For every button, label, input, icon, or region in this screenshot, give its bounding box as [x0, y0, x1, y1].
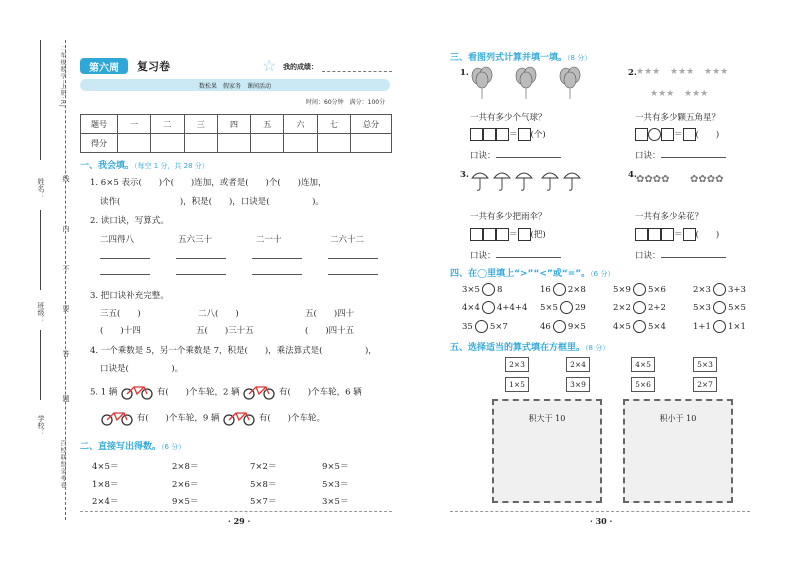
compare-left: 2×3: [693, 285, 711, 295]
score-cell[interactable]: [184, 134, 217, 153]
q5-part: 5. 1 辆: [90, 387, 118, 398]
school-label: 学校：: [37, 415, 45, 436]
compare-left: 3×5: [462, 285, 480, 295]
section1-note: （每空 1 分，共 28 分）: [134, 162, 209, 170]
q3-item: 五( )三十五: [196, 326, 254, 336]
compare-right: 8: [496, 285, 503, 295]
q5-part: 有( )个车轮，2 辆: [156, 387, 240, 398]
section2-title: 二、直接写出得数。: [80, 442, 162, 452]
compare-circle[interactable]: [633, 301, 646, 314]
compare-item: [693, 320, 746, 333]
expression-card[interactable]: 2×7: [693, 377, 717, 392]
compare-left: 4×5: [613, 322, 631, 332]
section2-heading: [80, 439, 185, 452]
s3-q1-question: 一共有多少个气球？: [470, 113, 547, 123]
score-cell[interactable]: [317, 134, 350, 153]
section4-note: （6 分）: [590, 270, 615, 278]
compare-left: 5×5: [540, 303, 558, 313]
stars-image: [636, 64, 756, 104]
table-cell: 四: [217, 115, 250, 134]
s3-q4-rhyme[interactable]: [635, 249, 726, 261]
s3-q2-unit: ( ): [695, 130, 720, 140]
compare-right: 3+3: [727, 285, 746, 295]
compare-circle[interactable]: [633, 283, 646, 296]
binding-line: [40, 330, 41, 400]
q5-line1: [90, 384, 362, 400]
compare-circle[interactable]: [553, 320, 566, 333]
s3-q3-rhyme[interactable]: [470, 249, 561, 261]
score-cell[interactable]: [351, 134, 392, 153]
rhyme-label: 口诀：: [470, 251, 496, 261]
expression-card[interactable]: 5×6: [631, 377, 655, 392]
table-cell: 一: [118, 115, 151, 134]
table-cell: 七: [317, 115, 350, 134]
binding-line: [40, 210, 41, 290]
calc-item: 2×6＝: [172, 480, 199, 490]
s3-q1-unit: (个): [530, 130, 546, 140]
answer-line[interactable]: [100, 274, 150, 275]
compare-left: 16: [540, 285, 551, 295]
q5-part: 有( )个车轮。: [258, 413, 325, 424]
binding-mark: 答: [62, 350, 70, 357]
q4-line2: 口诀是( )。: [100, 364, 184, 374]
compare-circle[interactable]: [633, 320, 646, 333]
section1-title: 一、我会填。: [80, 161, 135, 171]
bicycle-icon: [222, 410, 256, 426]
calc-item: 9×5＝: [322, 462, 349, 472]
expression-card[interactable]: 2×4: [566, 357, 590, 372]
subtitle-band: 数松果 假家务 课间活动: [80, 79, 390, 91]
section3-note: （8 分）: [567, 54, 592, 62]
s3-q4-equation[interactable]: ＝ ( ): [635, 228, 719, 241]
umbrellas-image: [470, 168, 600, 194]
compare-circle[interactable]: [560, 301, 573, 314]
expression-card[interactable]: 3×9: [566, 377, 590, 392]
compare-item: [693, 283, 746, 296]
compare-right: 2+2: [647, 303, 666, 313]
compare-item: [540, 301, 586, 314]
q3-item: ( )四十五: [305, 326, 355, 336]
cut-line: [65, 40, 66, 520]
bicycle-icon: [100, 410, 134, 426]
compare-left: 5×3: [693, 303, 711, 313]
answer-line[interactable]: [328, 274, 378, 275]
drop-box-greater[interactable]: [492, 399, 602, 503]
table-cell: 六: [284, 115, 317, 134]
bicycle-icon: [120, 384, 154, 400]
section5-note: （8 分）: [585, 344, 610, 352]
s3-q1-rhyme[interactable]: [470, 149, 561, 161]
q2-item: 五六三十: [178, 235, 213, 245]
table-cell: 题号: [81, 115, 118, 134]
compare-item: [462, 320, 508, 333]
week-tag: 第六周: [80, 58, 128, 74]
svg-text:✿✿✿✿: ✿✿✿✿: [636, 174, 670, 185]
drop-box-label: 积小于 10: [659, 414, 697, 423]
compare-circle[interactable]: [475, 320, 488, 333]
binding-margin: [0, 0, 70, 579]
bottom-note: 百校联盟金考卷: [59, 440, 66, 489]
svg-text:★★★: ★★★: [636, 67, 661, 77]
s3-q4-question: 一共有多少朵花？: [635, 212, 704, 222]
compare-circle[interactable]: [482, 301, 495, 314]
svg-text:★★★: ★★★: [670, 67, 695, 77]
expression-card[interactable]: 2×3: [505, 357, 529, 372]
calc-item: 5×3＝: [322, 480, 349, 490]
section3-title: 三、看图列式计算并填一填。: [450, 53, 568, 63]
page-title: 复习卷: [137, 60, 170, 73]
s3-q4-unit: ( ): [695, 230, 720, 240]
q2-item: 二四得八: [100, 235, 135, 245]
compare-circle[interactable]: [482, 283, 495, 296]
compare-item: [613, 301, 666, 314]
calc-item: 5×7＝: [250, 497, 277, 507]
answer-line[interactable]: [328, 258, 378, 259]
compare-left: 5×9: [613, 285, 631, 295]
balloons-image: [470, 66, 600, 100]
compare-right: 2×8: [567, 285, 586, 295]
section1-heading: [80, 158, 209, 171]
name-label: 姓名：: [37, 178, 45, 199]
s3-q2-equation[interactable]: ＝ ( ): [635, 128, 719, 141]
q5-part: 有( )个车轮，9 辆: [136, 413, 220, 424]
compare-right: 1×1: [727, 322, 746, 332]
compare-right: 5×5: [727, 303, 746, 313]
score-field[interactable]: [322, 71, 392, 72]
section3-heading: [450, 50, 591, 63]
score-cell[interactable]: [284, 134, 317, 153]
compare-right: 29: [574, 303, 586, 313]
table-cell: 三: [184, 115, 217, 134]
section5-heading: [450, 340, 609, 353]
score-cell[interactable]: [217, 134, 250, 153]
q3-item: 三五( ): [100, 309, 141, 319]
score-cell[interactable]: [118, 134, 151, 153]
table-cell: 得分: [81, 134, 118, 153]
calc-item: 3×5＝: [322, 497, 349, 507]
time-info: 时间：60分钟 满分：100分: [306, 99, 386, 106]
q2-text: 2. 读口诀，写算式。: [90, 216, 169, 226]
drop-box-less[interactable]: [623, 399, 733, 503]
table-cell: 二: [151, 115, 184, 134]
q1-line1: 1. 6×5 表示( )个( )连加，或者是( )个( )连加，: [90, 178, 327, 188]
svg-text:★★★: ★★★: [684, 89, 709, 99]
answer-line[interactable]: [100, 258, 150, 259]
calc-item: 2×8＝: [172, 462, 199, 472]
score-cell[interactable]: [251, 134, 284, 153]
compare-left: 1+1: [693, 322, 711, 332]
section4-heading: [450, 266, 614, 279]
compare-item: [540, 283, 586, 296]
binding-mark: 线: [62, 175, 70, 182]
compare-right: 5×6: [647, 285, 666, 295]
q4-line1: 4. 一个乘数是 5，另一个乘数是 7，积是( )，乘法算式是( )，: [90, 346, 377, 356]
svg-text:✿✿✿✿: ✿✿✿✿: [690, 174, 724, 185]
q2-item: 二一十: [256, 235, 282, 245]
rhyme-label: 口诀：: [635, 151, 661, 161]
flowers-image: [636, 166, 756, 190]
s3-q2-rhyme[interactable]: [635, 149, 726, 161]
q5-part: 有( )个车轮，6 辆: [278, 387, 362, 398]
s3-q3-equation[interactable]: ＝ (把): [470, 228, 546, 241]
table-row: [81, 134, 392, 153]
compare-left: 4×4: [462, 303, 480, 313]
compare-circle[interactable]: [553, 283, 566, 296]
calc-item: 9×5＝: [172, 497, 199, 507]
answer-line[interactable]: [176, 258, 226, 259]
answer-line[interactable]: [252, 274, 302, 275]
rhyme-label: 口诀：: [635, 251, 661, 261]
calc-item: 2×4＝: [92, 497, 119, 507]
compare-item: [462, 301, 527, 314]
compare-item: [462, 283, 502, 296]
q3-item: ( )十四: [100, 326, 141, 336]
calc-item: 7×2＝: [250, 462, 277, 472]
compare-left: 46: [540, 322, 551, 332]
section4-title: 四、在◯里填上“>”“<”或“=”。: [450, 269, 591, 279]
drop-box-label: 积大于 10: [528, 414, 566, 423]
expression-card[interactable]: 5×3: [693, 357, 717, 372]
answer-line[interactable]: [252, 258, 302, 259]
compare-item: [613, 283, 666, 296]
side-note: 二年级数学·上册·RJ: [59, 45, 66, 108]
svg-text:★★★: ★★★: [704, 67, 729, 77]
score-label: 我的成绩：: [283, 63, 318, 71]
bicycle-icon: [242, 384, 276, 400]
divider: [80, 511, 392, 512]
section5-title: 五、选择适当的算式填在方框里。: [450, 343, 586, 353]
compare-right: 4+4+4: [496, 303, 528, 313]
compare-item: [540, 320, 586, 333]
binding-mark: 内: [62, 225, 70, 232]
calc-item: 1×8＝: [92, 480, 119, 490]
compare-item: [613, 320, 666, 333]
divider: [450, 511, 750, 512]
s3-q3-question: 一共有多少把雨伞？: [470, 212, 547, 222]
q2-item: 二六十二: [330, 235, 365, 245]
q3-item: 二八( ): [198, 309, 239, 319]
score-cell[interactable]: [151, 134, 184, 153]
binding-mark: 要: [62, 305, 70, 312]
calc-item: 4×5＝: [92, 462, 119, 472]
binding-mark: 不: [62, 265, 70, 272]
rhyme-label: 口诀：: [470, 151, 496, 161]
answer-line[interactable]: [176, 274, 226, 275]
calc-item: 5×8＝: [250, 480, 277, 490]
s3-q2-number: 2.: [628, 68, 637, 78]
table-cell: 总分: [351, 115, 392, 134]
s3-q1-equation[interactable]: ＝ (个): [470, 128, 546, 141]
expression-card[interactable]: 4×5: [631, 357, 655, 372]
page-number-right: · 30 ·: [590, 516, 613, 526]
s3-q1-number: 1.: [460, 68, 469, 78]
compare-right: 5×4: [647, 322, 666, 332]
grade-table: [80, 114, 392, 153]
q1-line2: 读作( )，积是( )，口诀是( )。: [100, 197, 324, 207]
compare-circle[interactable]: [713, 283, 726, 296]
compare-left: 2×2: [613, 303, 631, 313]
star-icon: ☆: [262, 56, 277, 75]
compare-right: 5×7: [489, 322, 508, 332]
svg-text:★★★: ★★★: [650, 89, 675, 99]
section2-note: （6 分）: [161, 443, 186, 451]
compare-circle[interactable]: [713, 301, 726, 314]
s3-q2-question: 一共有多少颗五角星？: [635, 113, 721, 123]
q3-text: 3. 把口诀补充完整。: [90, 291, 169, 301]
table-cell: 五: [251, 115, 284, 134]
s3-q3-unit: (把): [530, 230, 546, 240]
s3-q4-number: 4.: [628, 170, 637, 180]
q3-item: 五( )四十: [305, 309, 355, 319]
expression-card[interactable]: 1×5: [505, 377, 529, 392]
compare-left: 35: [462, 322, 473, 332]
compare-right: 9×5: [567, 322, 586, 332]
binding-line: [40, 40, 41, 160]
class-label: 班级：: [37, 302, 45, 323]
s3-q3-number: 3.: [460, 170, 469, 180]
compare-item: [693, 301, 746, 314]
compare-circle[interactable]: [713, 320, 726, 333]
page-number-left: · 29 ·: [228, 516, 251, 526]
q5-line2: [100, 410, 325, 426]
table-row: [81, 115, 392, 134]
binding-mark: 题: [62, 395, 70, 402]
